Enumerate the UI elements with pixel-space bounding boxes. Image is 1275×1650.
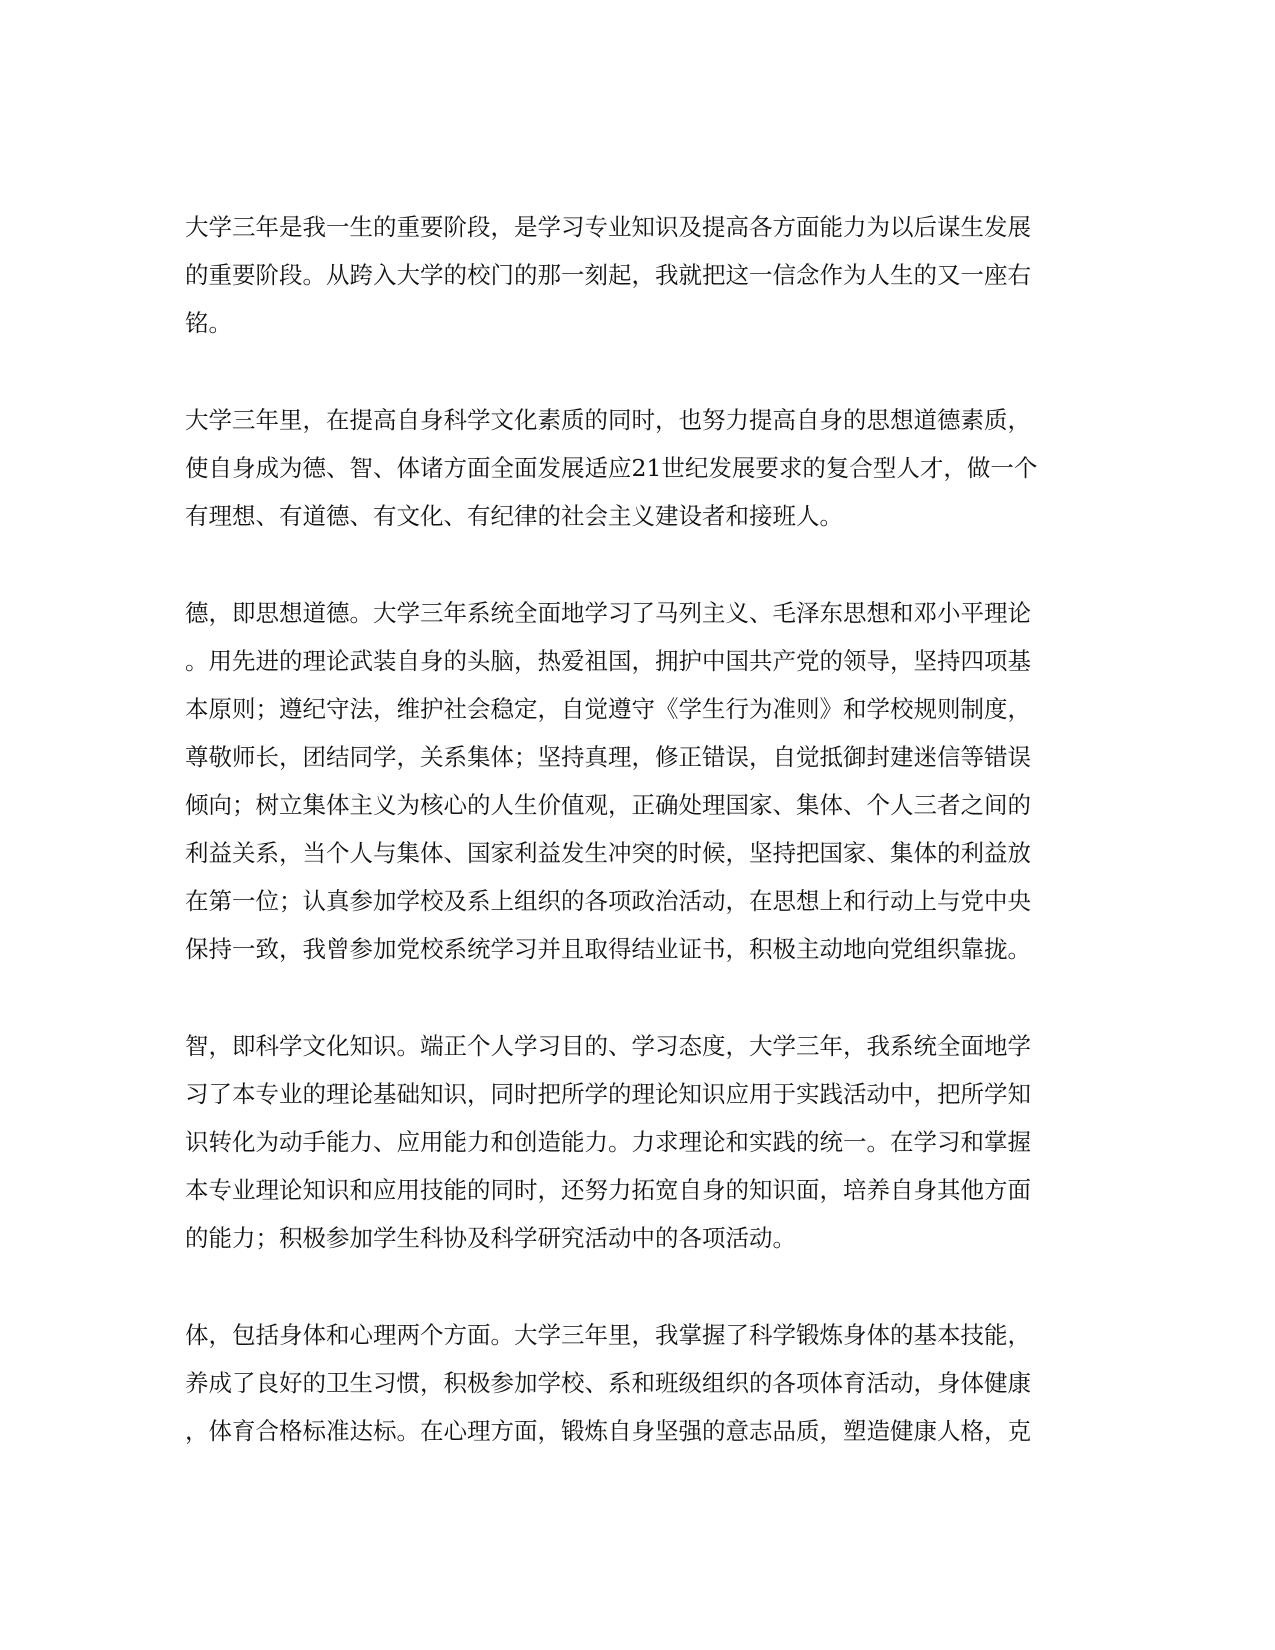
text-line: 的能力；积极参加学生科协及科学研究活动中的各项活动。: [185, 1224, 796, 1252]
text-line: 利益关系，当个人与集体、国家利益发生冲突的时候，坚持把国家、集体的利益放: [185, 839, 1031, 867]
text-line: 尊敬师长，团结同学，关系集体；坚持真理，修正错误，自觉抵御封建迷信等错误: [185, 743, 1031, 771]
text-line: 大学三年是我一生的重要阶段，是学习专业知识及提高各方面能力为以后谋生发展: [185, 213, 1031, 241]
text-line: 。用先进的理论武装自身的头脑，热爱祖国，拥护中国共产党的领导，坚持四项基: [185, 647, 1031, 675]
paragraph-spacer: [185, 1262, 1085, 1311]
text-line: 智，即科学文化知识。端正个人学习目的、学习态度，大学三年，我系统全面地学: [185, 1032, 1031, 1060]
paragraph-spacer: [185, 347, 1085, 396]
text-line: 保持一致，我曾参加党校系统学习并且取得结业证书，积极主动地向党组织靠拢。: [185, 935, 1031, 963]
text-line: 本原则；遵纪守法，维护社会稳定，自觉遵守《学生行为准则》和学校规则制度，: [185, 695, 1031, 723]
document-body: [185, 203, 1085, 1455]
paragraph-4: [185, 1022, 1085, 1262]
paragraph-1: [185, 203, 1085, 347]
paragraph-5: [185, 1311, 1085, 1455]
text-line: 本专业理论知识和应用技能的同时，还努力拓宽自身的知识面，培养自身其他方面: [185, 1176, 1031, 1204]
text-line: 铭。: [185, 309, 232, 337]
text-line: 倾向；树立集体主义为核心的人生价值观，正确处理国家、集体、个人三者之间的: [185, 791, 1031, 819]
text-line: 的重要阶段。从跨入大学的校门的那一刻起，我就把这一信念作为人生的又一座右: [185, 261, 1031, 289]
text-line: 有理想、有道德、有文化、有纪律的社会主义建设者和接班人。: [185, 502, 843, 530]
text-line: ，体育合格标准达标。在心理方面，锻炼自身坚强的意志品质，塑造健康人格，克: [185, 1417, 1031, 1445]
text-line: 习了本专业的理论基础知识，同时把所学的理论知识应用于实践活动中，把所学知: [185, 1080, 1031, 1108]
text-line: 养成了良好的卫生习惯，积极参加学校、系和班级组织的各项体育活动，身体健康: [185, 1369, 1031, 1397]
text-line: 德，即思想道德。大学三年系统全面地学习了马列主义、毛泽东思想和邓小平理论: [185, 599, 1031, 627]
paragraph-2: [185, 396, 1085, 540]
paragraph-spacer: [185, 540, 1085, 589]
text-line: 使自身成为德、智、体诸方面全面发展适应21世纪发展要求的复合型人才，做一个: [185, 454, 1038, 482]
text-line: 体，包括身体和心理两个方面。大学三年里，我掌握了科学锻炼身体的基本技能，: [185, 1321, 1031, 1349]
text-line: 识转化为动手能力、应用能力和创造能力。力求理论和实践的统一。在学习和掌握: [185, 1128, 1031, 1156]
paragraph-spacer: [185, 973, 1085, 1022]
paragraph-3: [185, 589, 1085, 973]
text-line: 在第一位；认真参加学校及系上组织的各项政治活动，在思想上和行动上与党中央: [185, 887, 1031, 915]
text-line: 大学三年里，在提高自身科学文化素质的同时，也努力提高自身的思想道德素质，: [185, 406, 1031, 434]
